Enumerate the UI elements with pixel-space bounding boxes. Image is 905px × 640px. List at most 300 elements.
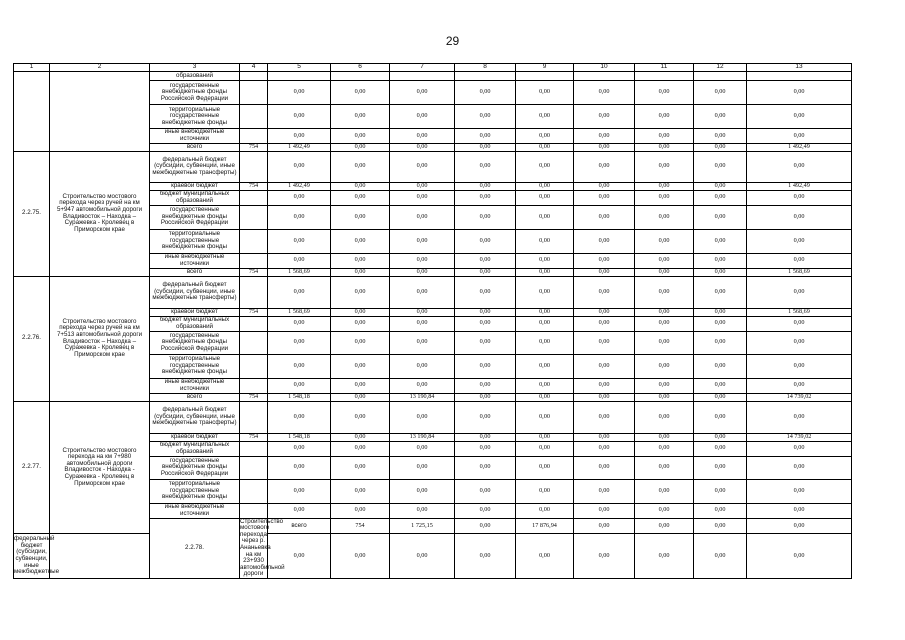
amount-cell: 0,00: [694, 441, 747, 456]
funding-source: территориальные государственные внебюджетные фонды: [150, 479, 240, 503]
amount-cell: 0,00: [390, 354, 455, 378]
amount-cell: 0,00: [455, 129, 516, 144]
amount-cell: 0,00: [390, 144, 455, 152]
amount-cell: 0,00: [390, 456, 455, 479]
amount-cell: 0,00: [694, 268, 747, 276]
amount-cell: 0,00: [694, 81, 747, 105]
column-number: 13: [747, 64, 852, 72]
amount-cell: 0,00: [574, 190, 635, 205]
funding-source: иные внебюджетные источники: [150, 378, 240, 393]
funding-source: государственные внебюджетные фонды Российской Федерации: [150, 81, 240, 105]
column-number: 12: [694, 64, 747, 72]
column-number: 4: [240, 64, 268, 72]
item-number: 2.2.75.: [14, 151, 50, 276]
page-number: 29: [445, 34, 460, 48]
funding-source: федеральный бюджет (субсидии, субвенции, иные межбюджетные: [14, 534, 50, 579]
amount-cell: 0,00: [516, 534, 574, 579]
amount-cell: 0,00: [574, 441, 635, 456]
amount-cell: 0,00: [516, 105, 574, 129]
amount-cell: 17 876,94: [516, 518, 574, 534]
amount-cell: 0,00: [516, 129, 574, 144]
amount-cell: 1 492,49: [747, 182, 852, 190]
amount-cell: 0,00: [516, 308, 574, 316]
amount-cell: 0,00: [694, 393, 747, 401]
amount-cell: 0,00: [268, 190, 331, 205]
amount-cell: 0,00: [390, 105, 455, 129]
amount-cell: 0,00: [747, 316, 852, 331]
amount-cell: 0,00: [747, 456, 852, 479]
amount-cell: 0,00: [390, 81, 455, 105]
gov-code-cell: 754: [240, 393, 268, 401]
amount-cell: 0,00: [331, 268, 390, 276]
amount-cell: [747, 72, 852, 81]
funding-source: территориальные государственные внебюджетные фонды: [150, 229, 240, 253]
gov-code-cell: [240, 354, 268, 378]
amount-cell: 0,00: [635, 151, 694, 182]
amount-cell: 0,00: [390, 205, 455, 229]
amount-cell: 0,00: [268, 81, 331, 105]
amount-cell: 0,00: [574, 205, 635, 229]
amount-cell: 0,00: [747, 331, 852, 354]
amount-cell: 0,00: [574, 253, 635, 268]
item-description: [50, 72, 150, 152]
amount-cell: 0,00: [747, 253, 852, 268]
gov-code-cell: [240, 72, 268, 81]
amount-cell: 0,00: [516, 182, 574, 190]
amount-cell: 0,00: [574, 308, 635, 316]
funding-source: федеральный бюджет (субсидии, субвенции, иные межбюджетные трансферты): [150, 276, 240, 308]
amount-cell: 1 568,69: [268, 308, 331, 316]
amount-cell: 0,00: [331, 276, 390, 308]
amount-cell: 0,00: [331, 151, 390, 182]
amount-cell: 0,00: [390, 401, 455, 433]
amount-cell: 0,00: [331, 316, 390, 331]
amount-cell: 0,00: [390, 534, 455, 579]
amount-cell: 0,00: [516, 401, 574, 433]
funding-source: федеральный бюджет (субсидии, субвенции, иные межбюджетные трансферты): [150, 151, 240, 182]
column-number: 9: [516, 64, 574, 72]
amount-cell: 0,00: [747, 190, 852, 205]
amount-cell: 0,00: [516, 316, 574, 331]
amount-cell: 0,00: [331, 479, 390, 503]
amount-cell: 0,00: [390, 253, 455, 268]
funding-source: федеральный бюджет (субсидии, субвенции, иные межбюджетные трансферты): [150, 401, 240, 433]
amount-cell: 0,00: [455, 316, 516, 331]
amount-cell: 0,00: [574, 393, 635, 401]
amount-cell: 0,00: [747, 129, 852, 144]
amount-cell: 0,00: [331, 253, 390, 268]
amount-cell: 0,00: [390, 331, 455, 354]
amount-cell: 0,00: [574, 534, 635, 579]
amount-cell: 0,00: [516, 151, 574, 182]
amount-cell: 0,00: [694, 316, 747, 331]
table-row: [14, 401, 852, 433]
amount-cell: 0,00: [574, 144, 635, 152]
amount-cell: 0,00: [747, 479, 852, 503]
gov-code-cell: [240, 441, 268, 456]
amount-cell: 0,00: [331, 503, 390, 518]
amount-cell: 0,00: [635, 308, 694, 316]
amount-cell: 0,00: [516, 456, 574, 479]
amount-cell: [331, 72, 390, 81]
amount-cell: 0,00: [455, 144, 516, 152]
gov-code-cell: [240, 331, 268, 354]
amount-cell: 0,00: [747, 81, 852, 105]
funding-source: иные внебюджетные источники: [150, 129, 240, 144]
amount-cell: 1 725,15: [390, 518, 455, 534]
amount-cell: 0,00: [331, 308, 390, 316]
amount-cell: 0,00: [694, 151, 747, 182]
gov-code-cell: [240, 378, 268, 393]
amount-cell: 0,00: [635, 182, 694, 190]
amount-cell: 0,00: [268, 253, 331, 268]
amount-cell: 0,00: [455, 479, 516, 503]
amount-cell: 0,00: [455, 354, 516, 378]
amount-cell: 0,00: [574, 401, 635, 433]
amount-cell: 0,00: [455, 503, 516, 518]
funding-source: краевой бюджет: [150, 182, 240, 190]
amount-cell: 0,00: [694, 354, 747, 378]
amount-cell: 0,00: [331, 105, 390, 129]
amount-cell: 0,00: [390, 151, 455, 182]
amount-cell: 0,00: [635, 105, 694, 129]
amount-cell: 1 568,69: [747, 308, 852, 316]
gov-code-cell: 754: [331, 518, 390, 534]
amount-cell: 0,00: [747, 518, 852, 534]
amount-cell: 0,00: [331, 393, 390, 401]
amount-cell: 14 739,02: [747, 393, 852, 401]
amount-cell: 0,00: [268, 105, 331, 129]
amount-cell: 0,00: [455, 276, 516, 308]
amount-cell: 0,00: [694, 182, 747, 190]
table-row: [14, 276, 852, 308]
amount-cell: 0,00: [268, 229, 331, 253]
amount-cell: 0,00: [694, 105, 747, 129]
amount-cell: 0,00: [747, 276, 852, 308]
amount-cell: 0,00: [516, 229, 574, 253]
amount-cell: 0,00: [455, 268, 516, 276]
amount-cell: 0,00: [635, 144, 694, 152]
budget-table: [13, 63, 852, 579]
amount-cell: 0,00: [574, 518, 635, 534]
funding-source: образований: [150, 72, 240, 81]
amount-cell: 0,00: [516, 393, 574, 401]
amount-cell: 0,00: [268, 205, 331, 229]
gov-code-cell: [240, 456, 268, 479]
amount-cell: 0,00: [268, 276, 331, 308]
amount-cell: 0,00: [516, 479, 574, 503]
item-number: 2.2.77.: [14, 401, 50, 534]
amount-cell: 0,00: [331, 401, 390, 433]
column-number: 7: [390, 64, 455, 72]
amount-cell: 0,00: [455, 331, 516, 354]
amount-cell: 0,00: [455, 229, 516, 253]
amount-cell: 0,00: [694, 518, 747, 534]
amount-cell: 0,00: [694, 331, 747, 354]
gov-code-cell: [240, 479, 268, 503]
amount-cell: 0,00: [635, 276, 694, 308]
amount-cell: 0,00: [694, 378, 747, 393]
amount-cell: 0,00: [516, 268, 574, 276]
amount-cell: 0,00: [516, 433, 574, 441]
amount-cell: 0,00: [390, 182, 455, 190]
amount-cell: 0,00: [268, 129, 331, 144]
item-number: 2.2.78.: [150, 518, 240, 578]
funding-source: краевой бюджет: [150, 433, 240, 441]
amount-cell: 0,00: [455, 401, 516, 433]
amount-cell: 0,00: [268, 534, 331, 579]
amount-cell: 0,00: [516, 331, 574, 354]
item-description: Строительство мостового перехода через ручей на км 5+947 автомобильной дороги Владивосток – Находка – Суражевка - Кролевец в Приморском крае: [50, 151, 150, 276]
amount-cell: 0,00: [516, 190, 574, 205]
amount-cell: 1 568,69: [268, 268, 331, 276]
amount-cell: 0,00: [694, 479, 747, 503]
amount-cell: 0,00: [635, 129, 694, 144]
amount-cell: 0,00: [635, 456, 694, 479]
amount-cell: 0,00: [635, 81, 694, 105]
amount-cell: 0,00: [455, 534, 516, 579]
amount-cell: 0,00: [574, 316, 635, 331]
amount-cell: 1 492,49: [268, 182, 331, 190]
amount-cell: 0,00: [455, 441, 516, 456]
amount-cell: 0,00: [574, 479, 635, 503]
amount-cell: 0,00: [747, 105, 852, 129]
funding-source: всего: [268, 518, 331, 534]
amount-cell: 0,00: [268, 456, 331, 479]
amount-cell: 0,00: [747, 534, 852, 579]
amount-cell: 0,00: [574, 276, 635, 308]
amount-cell: 0,00: [516, 441, 574, 456]
amount-cell: 0,00: [574, 331, 635, 354]
funding-source: территориальные государственные внебюджетные фонды: [150, 354, 240, 378]
amount-cell: 0,00: [574, 354, 635, 378]
funding-source: иные внебюджетные источники: [150, 503, 240, 518]
gov-code-cell: [240, 81, 268, 105]
amount-cell: 0,00: [390, 276, 455, 308]
funding-source: краевой бюджет: [150, 308, 240, 316]
item-description: Строительство мостового перехода через р. Ананьевка на км 23+930 автомобильной дороги: [240, 517, 285, 578]
amount-cell: 0,00: [268, 331, 331, 354]
amount-cell: 0,00: [694, 401, 747, 433]
amount-cell: 0,00: [635, 518, 694, 534]
amount-cell: 0,00: [516, 378, 574, 393]
amount-cell: 13 190,84: [390, 393, 455, 401]
amount-cell: 0,00: [268, 503, 331, 518]
gov-code-cell: [240, 276, 268, 308]
amount-cell: 0,00: [747, 205, 852, 229]
amount-cell: 0,00: [635, 393, 694, 401]
funding-source: государственные внебюджетные фонды Российской Федерации: [150, 456, 240, 479]
column-number-row: [14, 64, 852, 72]
item-description: Строительство мостового перехода на км 7+980 автомобильной дороги Владивосток - Находка - Суражевка - Кролевец в Приморском крае: [50, 401, 150, 534]
item-description: Строительство мостового перехода через ручей на км 7+513 автомобильной дороги Владивосток – Находка – Суражевка - Кролевец в Приморском крае: [50, 276, 150, 401]
amount-cell: 0,00: [390, 129, 455, 144]
amount-cell: 1 568,69: [747, 268, 852, 276]
amount-cell: 0,00: [694, 253, 747, 268]
gov-code-cell: [240, 401, 268, 433]
amount-cell: 0,00: [635, 268, 694, 276]
amount-cell: 0,00: [574, 268, 635, 276]
gov-code-cell: [240, 205, 268, 229]
amount-cell: 0,00: [331, 378, 390, 393]
item-number: [14, 72, 50, 152]
gov-code-cell: 754: [240, 308, 268, 316]
column-number: 2: [50, 64, 150, 72]
amount-cell: 0,00: [747, 503, 852, 518]
amount-cell: 0,00: [574, 129, 635, 144]
amount-cell: 0,00: [390, 308, 455, 316]
amount-cell: 0,00: [455, 105, 516, 129]
funding-source: иные внебюджетные источники: [150, 253, 240, 268]
gov-code-cell: [240, 129, 268, 144]
column-number: 8: [455, 64, 516, 72]
amount-cell: 0,00: [268, 441, 331, 456]
funding-source: всего: [150, 393, 240, 401]
amount-cell: 0,00: [694, 534, 747, 579]
amount-cell: [455, 72, 516, 81]
amount-cell: 0,00: [390, 190, 455, 205]
amount-cell: 0,00: [516, 276, 574, 308]
column-number: 10: [574, 64, 635, 72]
amount-cell: 1 492,49: [747, 144, 852, 152]
amount-cell: 0,00: [747, 229, 852, 253]
amount-cell: 0,00: [390, 229, 455, 253]
amount-cell: 0,00: [635, 205, 694, 229]
gov-code-cell: [240, 316, 268, 331]
amount-cell: 0,00: [747, 378, 852, 393]
column-number: 5: [268, 64, 331, 72]
amount-cell: 0,00: [747, 401, 852, 433]
amount-cell: 0,00: [516, 253, 574, 268]
amount-cell: 0,00: [635, 331, 694, 354]
column-number: 11: [635, 64, 694, 72]
amount-cell: 0,00: [268, 479, 331, 503]
funding-source: бюджет муниципальных образований: [150, 316, 240, 331]
funding-source: государственные внебюджетные фонды Российской Федерации: [150, 331, 240, 354]
amount-cell: 1 548,18: [268, 393, 331, 401]
amount-cell: 0,00: [455, 378, 516, 393]
amount-cell: 1 548,18: [268, 433, 331, 441]
amount-cell: [635, 72, 694, 81]
amount-cell: 0,00: [331, 205, 390, 229]
amount-cell: [694, 72, 747, 81]
amount-cell: 0,00: [635, 316, 694, 331]
amount-cell: 0,00: [455, 456, 516, 479]
amount-cell: 0,00: [331, 182, 390, 190]
amount-cell: 0,00: [331, 331, 390, 354]
amount-cell: 0,00: [694, 433, 747, 441]
amount-cell: 0,00: [455, 308, 516, 316]
amount-cell: 0,00: [455, 205, 516, 229]
amount-cell: 0,00: [516, 144, 574, 152]
amount-cell: 0,00: [331, 534, 390, 579]
gov-code-cell: [240, 190, 268, 205]
gov-code-cell: [240, 229, 268, 253]
amount-cell: 0,00: [635, 433, 694, 441]
column-number: 3: [150, 64, 240, 72]
amount-cell: 0,00: [574, 503, 635, 518]
amount-cell: 0,00: [455, 253, 516, 268]
amount-cell: 0,00: [455, 151, 516, 182]
item-number: 2.2.76.: [14, 276, 50, 401]
amount-cell: [268, 72, 331, 81]
funding-source: всего: [150, 268, 240, 276]
funding-source: бюджет муниципальных образований: [150, 441, 240, 456]
table-row: [14, 151, 852, 182]
amount-cell: 0,00: [635, 503, 694, 518]
amount-cell: 0,00: [331, 354, 390, 378]
amount-cell: 1 492,49: [268, 144, 331, 152]
funding-source: территориальные государственные внебюджетные фонды: [150, 105, 240, 129]
table-row: [14, 72, 852, 81]
amount-cell: 0,00: [455, 81, 516, 105]
amount-cell: 0,00: [574, 229, 635, 253]
amount-cell: 14 739,02: [747, 433, 852, 441]
column-number: 1: [14, 64, 50, 72]
amount-cell: 0,00: [635, 441, 694, 456]
gov-code-cell: [50, 534, 150, 579]
gov-code-cell: [240, 105, 268, 129]
amount-cell: 0,00: [574, 105, 635, 129]
amount-cell: 0,00: [390, 378, 455, 393]
gov-code-cell: 754: [240, 433, 268, 441]
amount-cell: [574, 72, 635, 81]
amount-cell: 0,00: [694, 205, 747, 229]
amount-cell: 13 190,84: [390, 433, 455, 441]
funding-source: государственные внебюджетные фонды Российской Федерации: [150, 205, 240, 229]
gov-code-cell: 754: [240, 144, 268, 152]
amount-cell: 0,00: [455, 518, 516, 534]
amount-cell: 0,00: [635, 354, 694, 378]
amount-cell: 0,00: [331, 144, 390, 152]
amount-cell: 0,00: [635, 534, 694, 579]
amount-cell: 0,00: [747, 151, 852, 182]
amount-cell: 0,00: [574, 456, 635, 479]
funding-source: всего: [150, 144, 240, 152]
amount-cell: 0,00: [574, 378, 635, 393]
amount-cell: 0,00: [747, 354, 852, 378]
amount-cell: 0,00: [516, 81, 574, 105]
amount-cell: 0,00: [574, 151, 635, 182]
amount-cell: 0,00: [516, 503, 574, 518]
amount-cell: 0,00: [390, 441, 455, 456]
gov-code-cell: [240, 151, 268, 182]
gov-code-cell: 754: [240, 182, 268, 190]
amount-cell: [516, 72, 574, 81]
amount-cell: 0,00: [455, 433, 516, 441]
amount-cell: 0,00: [635, 253, 694, 268]
amount-cell: 0,00: [574, 433, 635, 441]
amount-cell: 0,00: [390, 268, 455, 276]
amount-cell: 0,00: [268, 151, 331, 182]
amount-cell: 0,00: [455, 393, 516, 401]
amount-cell: 0,00: [635, 378, 694, 393]
amount-cell: 0,00: [694, 308, 747, 316]
amount-cell: 0,00: [516, 205, 574, 229]
amount-cell: 0,00: [747, 441, 852, 456]
amount-cell: 0,00: [694, 144, 747, 152]
gov-code-cell: [240, 253, 268, 268]
amount-cell: 0,00: [574, 81, 635, 105]
amount-cell: 0,00: [635, 190, 694, 205]
amount-cell: 0,00: [268, 378, 331, 393]
amount-cell: 0,00: [331, 229, 390, 253]
amount-cell: 0,00: [574, 182, 635, 190]
gov-code-cell: [240, 503, 268, 518]
amount-cell: 0,00: [331, 441, 390, 456]
amount-cell: 0,00: [268, 354, 331, 378]
amount-cell: 0,00: [390, 503, 455, 518]
